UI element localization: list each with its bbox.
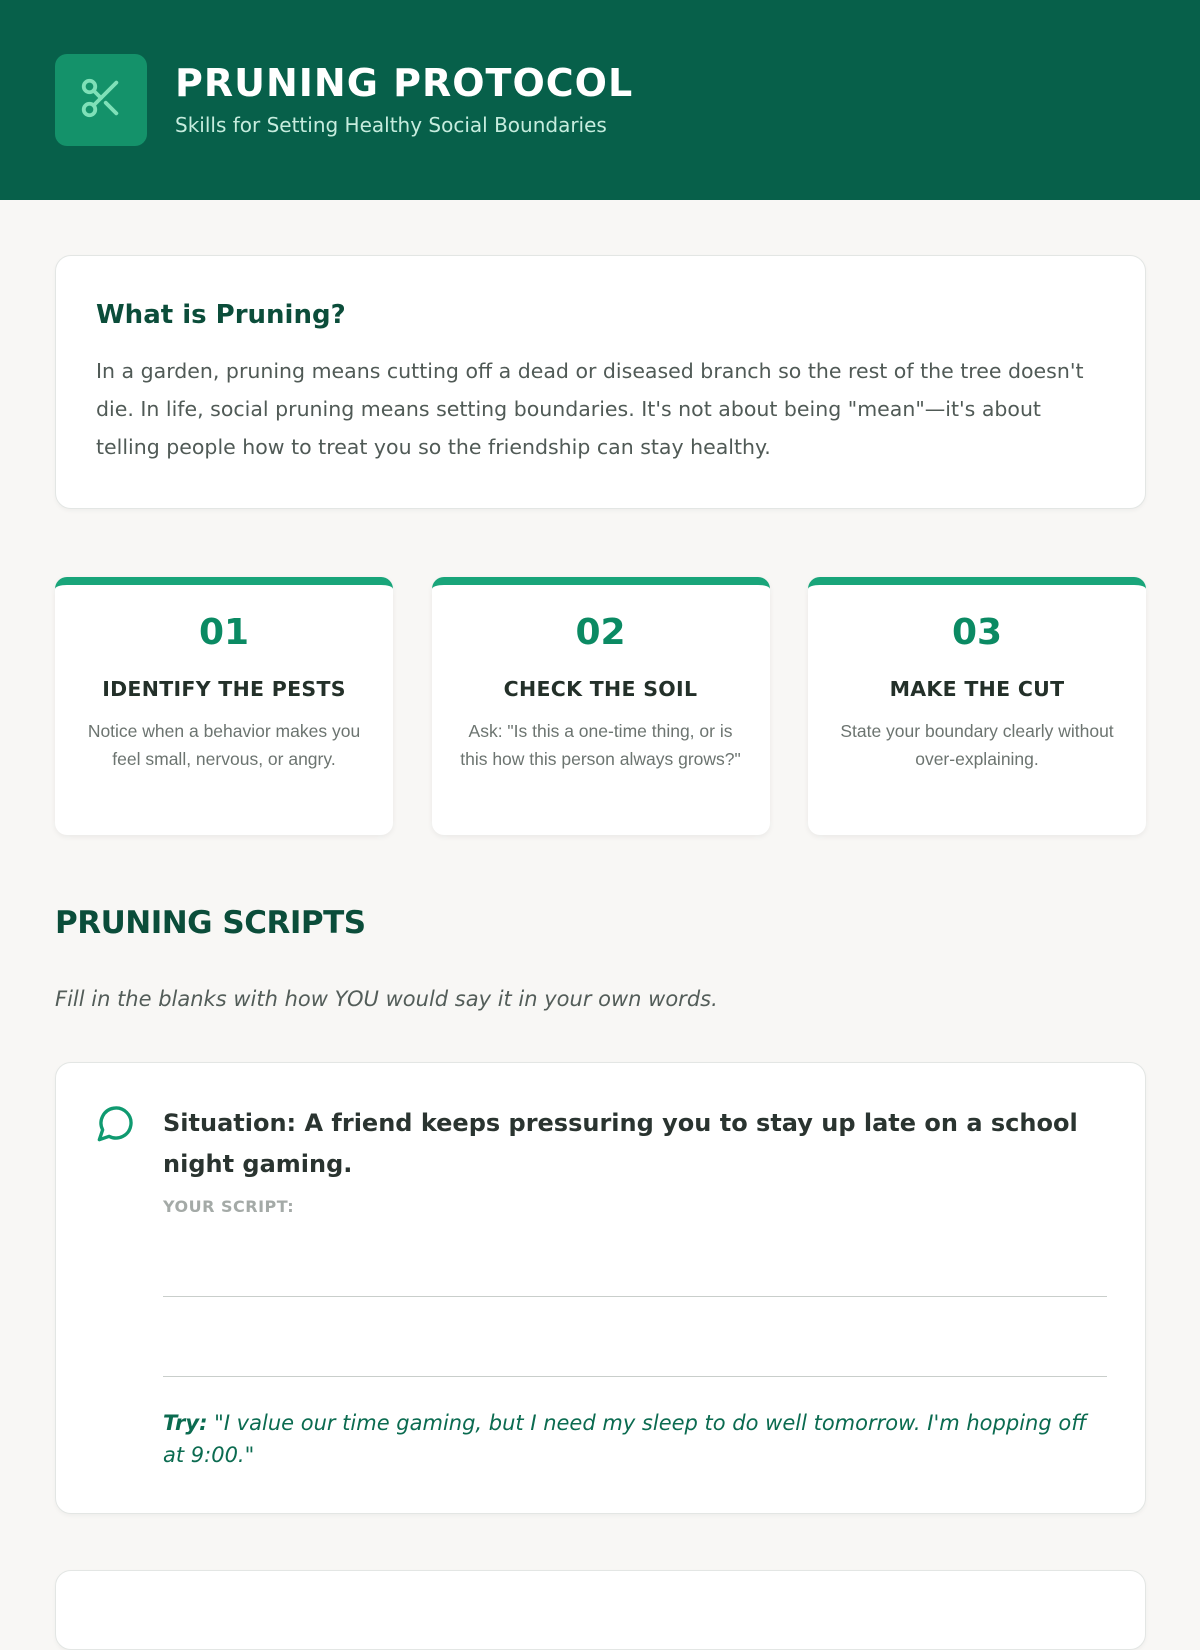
try-suggestion [163,1407,1107,1471]
step-number: 01 [198,612,250,653]
script-label: YOUR SCRIPT: [163,1197,295,1216]
step-title: IDENTIFY THE PESTS [102,677,346,701]
step-title: MAKE THE CUT [889,677,1065,701]
page-title: PRUNING PROTOCOL [175,61,634,106]
step-description: State your boundary clearly without over-explaining. [840,721,1114,769]
logo-badge [55,54,147,146]
scripts-subheading: Fill in the blanks with how YOU would say it in your own words. [55,987,718,1011]
step-description: Notice when a behavior makes you feel small, nervous, or angry. [87,721,361,769]
steps-row [55,577,1146,835]
try-text: "I value our time gaming, but I need my sleep to do well tomorrow. I'm hopping off at 9:00." [163,1411,1087,1467]
step-description: Ask: "Is this a one-time thing, or is this how this person always grows?" [460,721,741,769]
script-content [163,1103,1107,1471]
intro-title: What is Pruning? [96,300,346,330]
script-card [55,1062,1146,1514]
page-subtitle: Skills for Setting Healthy Social Boundaries [175,112,607,137]
step-card [432,577,770,835]
situation-text: Situation: A friend keeps pressuring you to stay up late on a school night gaming. [163,1109,1078,1178]
script-answer-line[interactable] [163,1296,1107,1297]
script-answer-line[interactable] [163,1376,1107,1377]
step-number: 02 [575,612,626,653]
intro-card [55,255,1146,509]
next-script-card [55,1570,1146,1650]
intro-body: In a garden, pruning means cutting off a dead or diseased branch so the rest of the tree doesn't die. In life, social pruning means setting boundaries. It's not about being "mean"—it's about telling people how to treat you so the friendship can stay healthy. [96,359,1084,459]
chat-bubble-icon [96,1103,136,1147]
step-number: 03 [951,612,1003,653]
step-card [55,577,393,835]
scissors-icon [78,75,124,125]
page-header [0,0,1200,200]
scripts-heading: PRUNING SCRIPTS [55,905,366,941]
step-card [808,577,1146,835]
step-title: CHECK THE SOIL [503,677,698,701]
try-label: Try: [163,1411,208,1435]
